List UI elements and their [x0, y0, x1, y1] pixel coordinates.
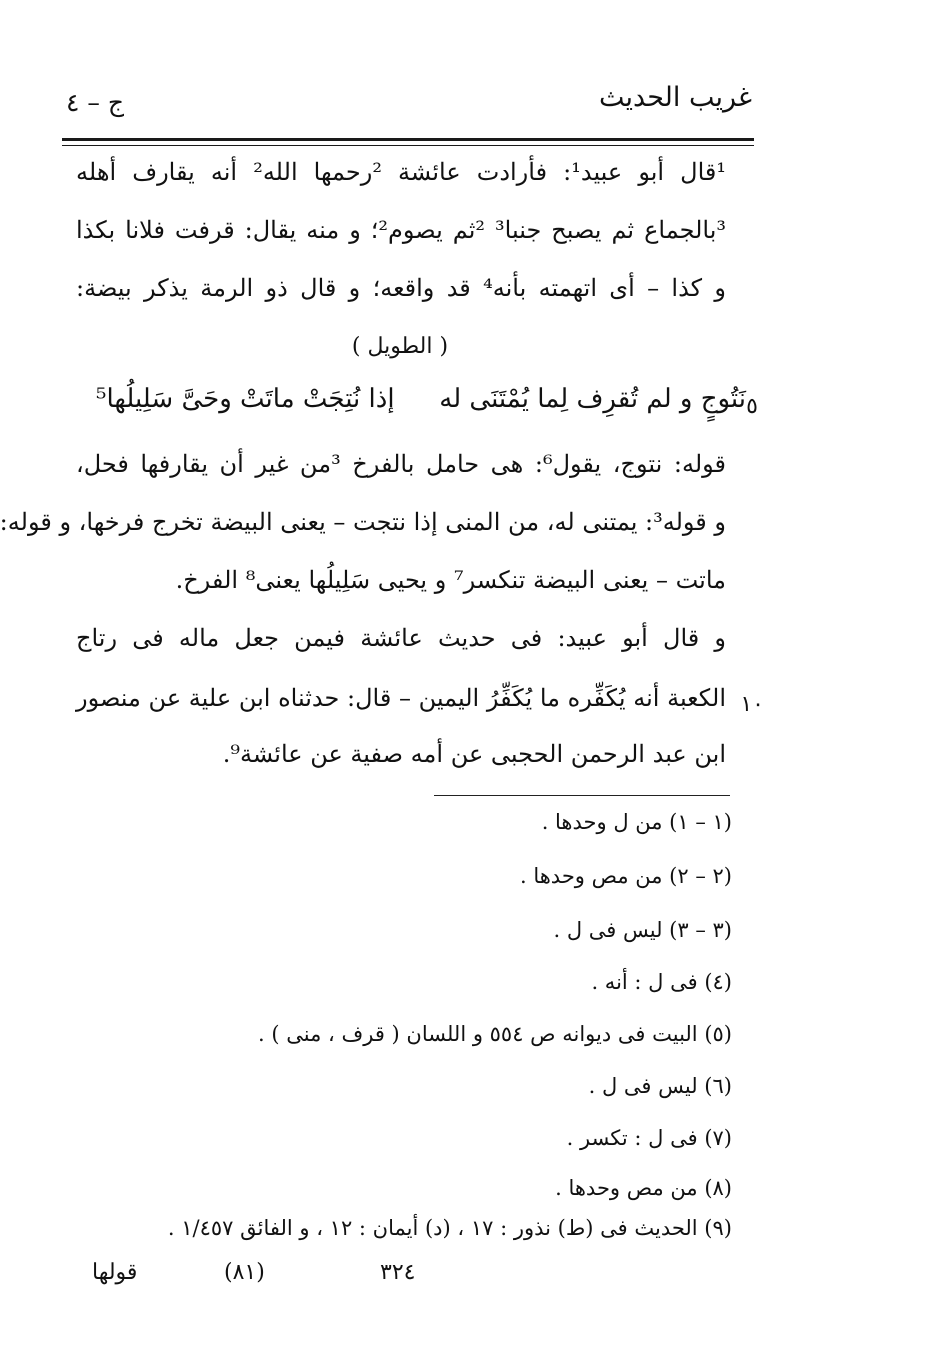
- commentary-line-1: قوله: نتوج، يقول⁶: هى حامل بالفرخ ³من غير أن يقارفها فحل،: [76, 450, 727, 478]
- verse-second-hemistich: إذا نُتِجَتْ ماتَتْ وحَىَّ سَلِيلُها⁵: [96, 384, 395, 414]
- footnote-5: (٥) البيت فى ديوانه ص ٥٥٤ و اللسان ( قرف ، منى ) .: [258, 1022, 732, 1046]
- footnote-1: (١ – ١) من ل وحدها .: [541, 810, 732, 834]
- footnote-8: (٨) من مص وحدها .: [555, 1176, 732, 1200]
- catchword: قولها: [92, 1260, 138, 1285]
- body-line-1: ¹قال أبو عبيد¹: فأرادت عائشة ²رحمها الله² أنه يقارف أهله: [76, 158, 726, 186]
- footnote-4: (٤) فى ل : أنه .: [591, 970, 732, 994]
- body-line-2: ³بالجماع ثم يصبح جنبا³ ²ثم يصوم²؛ و منه يقال: قرفت فلانا بكذا: [76, 216, 726, 244]
- signature-mark: (٨١): [224, 1260, 265, 1285]
- paragraph-line-3: ابن عبد الرحمن الحجبى عن أمه صفية عن عائشة⁹.: [222, 740, 726, 768]
- commentary-line-3: ماتت – يعنى البيضة تنكسر⁷ و يحيى سَلِيلُها يعنى⁸ الفرخ.: [175, 566, 726, 594]
- footnote-6: (٦) ليس فى ل .: [588, 1074, 732, 1098]
- footnote-rule: [434, 795, 730, 796]
- commentary-line-2: و قوله³: يمتنى له، من المنى إذا نتجت – يعنى البيضة تخرج فرخها، و قوله:: [0, 508, 726, 536]
- paragraph-line-1: و قال أبو عبيد: فى حديث عائشة فيمن جعل ماله فى رتاج: [76, 624, 726, 652]
- header-rule-thin: [62, 145, 754, 146]
- page-number: ٣٢٤: [380, 1260, 416, 1285]
- footnote-3: (٣ – ٣) ليس فى ل .: [553, 918, 732, 942]
- line-number-5: ٥: [746, 394, 758, 419]
- verse-first-hemistich: نَتُوجٍ و لم تُقرِف لِما يُمْتَنَى له: [439, 384, 746, 414]
- volume-label: ج – ٤: [66, 88, 124, 117]
- body-line-3: و كذا – أى اتهمته بأنه⁴ قد واقعه؛ و قال ذو الرمة يذكر بيضة:: [76, 274, 727, 302]
- footnote-2: (٢ – ٢) من مص وحدها .: [519, 864, 732, 888]
- line-number-10: ١٠: [740, 692, 764, 717]
- footnote-9: (٩) الحديث فى (ط) نذور : ١٧ ، (د) أيمان : ١٢ ، و الفائق ١/٤٥٧ .: [167, 1216, 732, 1240]
- paragraph-line-2: الكعبة أنه يُكَفِّره ما يُكَفِّرُ اليمين – قال: حدثناه ابن علية عن منصور: [76, 684, 726, 712]
- footnote-7: (٧) فى ل : تكسر .: [566, 1126, 732, 1150]
- meter-label: ( الطويل ): [351, 334, 449, 359]
- header-rule-thick: [62, 138, 754, 141]
- running-title: غريب الحديث: [599, 82, 752, 113]
